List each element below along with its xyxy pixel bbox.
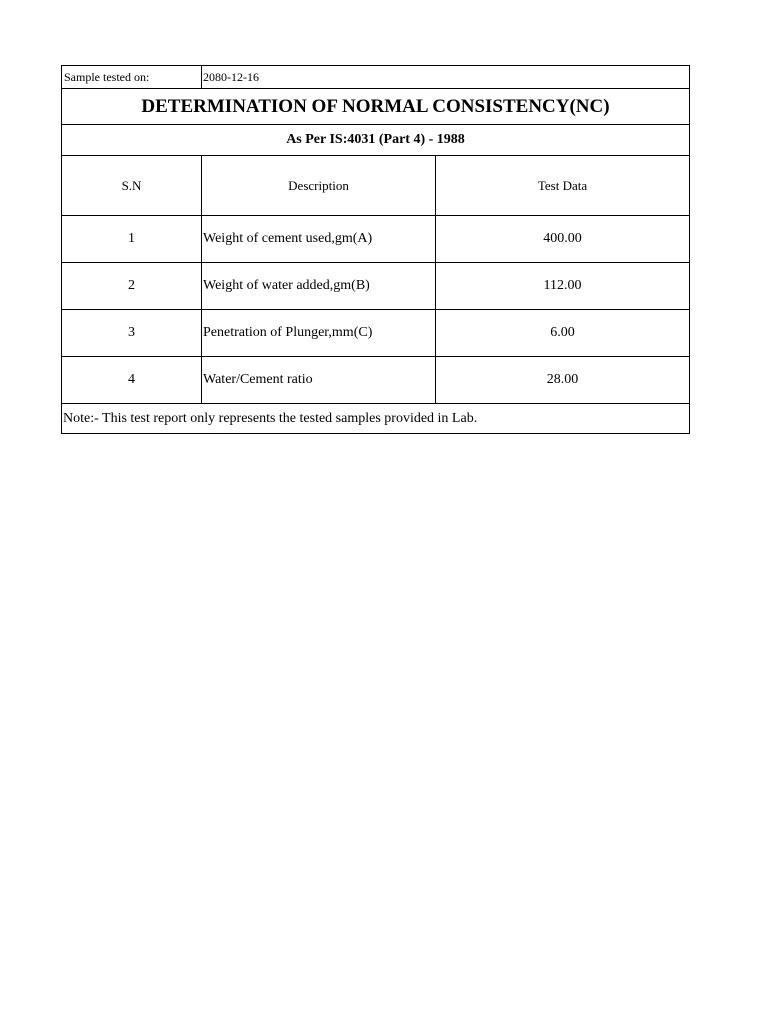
row-sn: 3 [62,310,202,357]
row-value: 112.00 [436,263,690,310]
sample-tested-date: 2080-12-16 [202,66,690,89]
row-description: Water/Cement ratio [202,357,436,404]
row-value: 28.00 [436,357,690,404]
note-row [62,404,690,434]
column-header-row [62,156,690,216]
row-value: 400.00 [436,216,690,263]
column-header-sn: S.N [62,156,202,216]
sample-info-row [62,66,690,89]
report-table [61,65,690,434]
row-description: Penetration of Plunger,mm(C) [202,310,436,357]
report-note: Note:- This test report only represents the tested samples provided in Lab. [62,404,690,434]
table-row [62,216,690,263]
report-standard: As Per IS:4031 (Part 4) - 1988 [62,125,690,156]
row-sn: 4 [62,357,202,404]
column-header-description: Description [202,156,436,216]
sample-tested-label: Sample tested on: [62,66,202,89]
table-row [62,357,690,404]
table-row [62,263,690,310]
row-sn: 1 [62,216,202,263]
row-value: 6.00 [436,310,690,357]
row-sn: 2 [62,263,202,310]
title-row [62,89,690,125]
table-row [62,310,690,357]
row-description: Weight of water added,gm(B) [202,263,436,310]
row-description: Weight of cement used,gm(A) [202,216,436,263]
report-sheet [61,65,689,434]
subtitle-row [62,125,690,156]
column-header-test-data: Test Data [436,156,690,216]
report-title: DETERMINATION OF NORMAL CONSISTENCY(NC) [62,89,690,125]
